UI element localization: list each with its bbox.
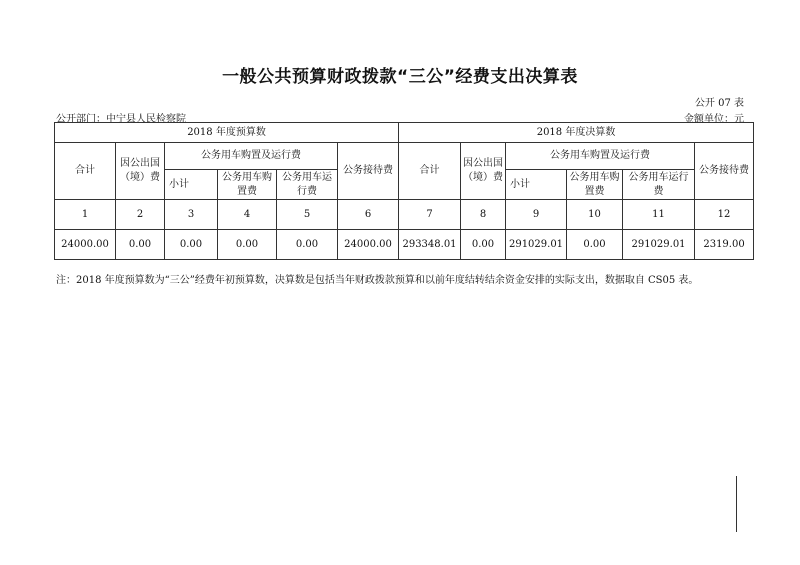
column-number: 6 (338, 200, 399, 230)
budget-group-header: 2018 年度预算数 (55, 123, 399, 143)
final-abroad-value: 0.00 (461, 230, 506, 260)
budget-vehicle-purchase-header: 公务用车购置费 (218, 170, 277, 200)
column-header-row-1 (55, 143, 754, 170)
column-number: 1 (55, 200, 116, 230)
final-vehicle-purchase-value: 0.00 (567, 230, 623, 260)
column-number: 8 (461, 200, 506, 230)
final-total-value: 293348.01 (399, 230, 461, 260)
column-number: 10 (567, 200, 623, 230)
budget-vehicle-purchase-value: 0.00 (218, 230, 277, 260)
budget-abroad-header: 因公出国（境）费 (116, 143, 165, 200)
data-row (55, 230, 754, 260)
column-number: 3 (165, 200, 218, 230)
budget-vehicle-group-header: 公务用车购置及运行费 (165, 143, 338, 170)
budget-subtotal-value: 0.00 (165, 230, 218, 260)
final-vehicle-group-header: 公务用车购置及运行费 (506, 143, 695, 170)
column-number: 12 (695, 200, 754, 230)
margin-rule (736, 476, 737, 532)
column-number: 4 (218, 200, 277, 230)
report-title: 一般公共预算财政拨款“三公”经费支出决算表 (222, 67, 578, 87)
final-subtotal-value: 291029.01 (506, 230, 567, 260)
unit-label: 金额单位：元 (684, 114, 744, 125)
final-vehicle-operation-header: 公务用车运行费 (623, 170, 695, 200)
budget-vehicle-operation-value: 0.00 (277, 230, 338, 260)
column-number: 2 (116, 200, 165, 230)
budget-vehicle-operation-header: 公务用车运行费 (277, 170, 338, 200)
column-number: 11 (623, 200, 695, 230)
column-number-row (55, 200, 754, 230)
final-abroad-header: 因公出国（境）费 (461, 143, 506, 200)
budget-total-value: 24000.00 (55, 230, 116, 260)
footnote: 注：2018 年度预算数为“三公”经费年初预算数，决算数是包括当年财政拨款预算和以前年度结转结余资金安排的实际支出，数据取自 CS05 表。 (56, 275, 699, 286)
budget-reception-value: 24000.00 (338, 230, 399, 260)
final-reception-value: 2319.00 (695, 230, 754, 260)
final-total-header: 合计 (399, 143, 461, 200)
final-group-header: 2018 年度决算数 (399, 123, 754, 143)
group-header-row (55, 123, 754, 143)
budget-abroad-value: 0.00 (116, 230, 165, 260)
form-number: 公开 07 表 (694, 98, 744, 109)
column-number: 5 (277, 200, 338, 230)
final-reception-header: 公务接待费 (695, 143, 754, 200)
final-subtotal-header: 小计 (506, 170, 567, 200)
budget-reception-header: 公务接待费 (338, 143, 399, 200)
department-label: 公开部门：中宁县人民检察院 (56, 114, 186, 125)
final-vehicle-operation-value: 291029.01 (623, 230, 695, 260)
final-vehicle-purchase-header: 公务用车购置费 (567, 170, 623, 200)
column-number: 9 (506, 200, 567, 230)
budget-total-header: 合计 (55, 143, 116, 200)
column-number: 7 (399, 200, 461, 230)
budget-subtotal-header: 小计 (165, 170, 218, 200)
three-public-expense-table (54, 122, 754, 260)
